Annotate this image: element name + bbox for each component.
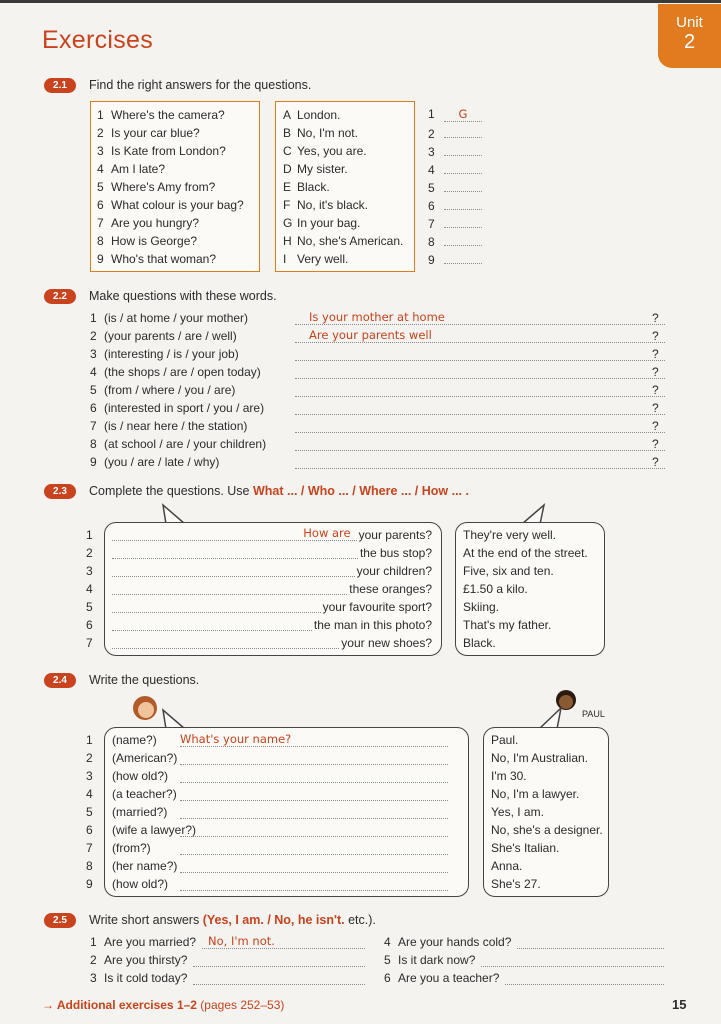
dialogue-row [86, 616, 606, 634]
item-number: 6 [86, 618, 93, 632]
word-prompt: (from / where / you / are) [104, 383, 236, 397]
answer-field[interactable] [180, 822, 448, 837]
question-ending: your children? [356, 564, 432, 578]
exercise-instruction [89, 484, 469, 498]
short-answer-list-right [384, 933, 664, 987]
item-number: 6 [86, 823, 93, 837]
item-number: 3 [90, 971, 97, 985]
answer-letter: D [283, 162, 292, 176]
answer-field[interactable] [112, 616, 312, 631]
question-mark: ? [652, 347, 659, 361]
answer-key-row [428, 177, 488, 195]
question-text: Who's that woman? [111, 252, 217, 266]
question-row [90, 381, 660, 399]
answer-text: In your bag. [297, 216, 361, 230]
answer-text: No, it's black. [297, 198, 368, 212]
answer-key-row [428, 159, 488, 177]
answer-field[interactable] [180, 768, 448, 783]
question-text: Are your hands cold? [398, 935, 512, 949]
question-ending: the bus stop? [359, 546, 432, 560]
answer-field[interactable] [295, 436, 665, 451]
dialogue-row [86, 785, 606, 803]
answer-field[interactable] [444, 213, 482, 228]
answer-field[interactable] [444, 249, 482, 264]
answer-key-row [428, 249, 488, 267]
item-number: 6 [97, 198, 104, 212]
word-prompt: (how old?) [112, 877, 169, 891]
answer-text: No, I'm not. [297, 126, 358, 140]
answer-field[interactable]: What's your name? [180, 732, 448, 747]
item-number: 6 [384, 971, 391, 985]
item-number: 1 [86, 528, 93, 542]
short-answer-list-left [90, 933, 365, 987]
item-number: 7 [86, 636, 93, 650]
dialogue-row [86, 580, 606, 598]
answer-letter: F [283, 198, 291, 212]
word-prompt: (from?) [112, 841, 151, 855]
reply-text: No, I'm a lawyer. [491, 787, 580, 801]
dialogue-row [86, 767, 606, 785]
question-text: Are you married? [104, 935, 197, 949]
answer-field[interactable] [193, 970, 365, 985]
question-text: Are you a teacher? [398, 971, 500, 985]
answer-item [283, 250, 414, 268]
question-line [112, 598, 432, 616]
dialogue-row [86, 749, 606, 767]
item-number: 4 [384, 935, 391, 949]
answer-field[interactable] [505, 970, 664, 985]
question-mark: ? [652, 383, 659, 397]
answer-field[interactable] [180, 840, 448, 855]
item-number: 6 [90, 401, 97, 415]
item-number: 2 [86, 546, 93, 560]
question-row [90, 453, 660, 471]
answer-text: Black. [297, 180, 330, 194]
item-number: 4 [428, 163, 435, 177]
answer-letter: G [283, 216, 293, 230]
question-text: Where's Amy from? [111, 180, 216, 194]
dialogue-row [86, 562, 606, 580]
word-prompt: (a teacher?) [112, 787, 177, 801]
exercise-instruction [89, 913, 376, 927]
answer-field[interactable] [295, 454, 665, 469]
item-number: 3 [86, 769, 93, 783]
answer-key-row [428, 213, 488, 231]
answer-field[interactable] [193, 952, 365, 967]
woman-avatar [130, 694, 160, 724]
short-answer-row [384, 933, 664, 951]
reply-text: No, she's a designer. [491, 823, 603, 837]
answer-field[interactable] [444, 195, 482, 210]
question-text: Are you hungry? [111, 216, 200, 230]
item-number: 3 [86, 564, 93, 578]
answer-item [283, 232, 414, 250]
question-text: Is Kate from London? [111, 144, 226, 158]
answer-field[interactable] [112, 598, 321, 613]
answer-key [428, 105, 488, 267]
answer-text: My sister. [297, 162, 348, 176]
answer-field[interactable] [295, 418, 665, 433]
answer-key-row [428, 231, 488, 249]
reply-text: Skiing. [463, 600, 500, 614]
answer-text: No, she's American. [297, 234, 404, 248]
word-prompt: (interested in sport / you / are) [104, 401, 265, 415]
question-line [112, 544, 432, 562]
reply-text: No, I'm Australian. [491, 751, 588, 765]
reply-text: At the end of the street. [463, 546, 588, 560]
question-text: Is your car blue? [111, 126, 200, 140]
exercise-badge-2-5: 2.5 [44, 913, 76, 928]
reply-text: Anna. [491, 859, 523, 873]
question-line [112, 562, 432, 580]
answer-field[interactable] [295, 400, 665, 415]
question-text: Is it dark now? [398, 953, 476, 967]
answer-field[interactable]: Are your parents well [295, 328, 665, 343]
item-number: 1 [90, 311, 97, 325]
arrow-right-icon: → [42, 998, 54, 1012]
reply-text: They're very well. [463, 528, 556, 542]
exercise-instruction: Make questions with these words. [89, 289, 277, 303]
item-number: 8 [90, 437, 97, 451]
item-number: 9 [97, 252, 104, 266]
question-mark: ? [652, 437, 659, 451]
item-number: 4 [97, 162, 104, 176]
page-number: 15 [672, 997, 687, 1012]
exercise-badge-2-3: 2.3 [44, 484, 76, 499]
short-answer-row [384, 969, 664, 987]
question-item [97, 232, 259, 250]
question-line [112, 580, 432, 598]
question-row [90, 345, 660, 363]
answer-field[interactable] [444, 177, 482, 192]
dialogue-row [86, 598, 606, 616]
dialogue-list [86, 731, 606, 893]
answer-field[interactable] [444, 123, 482, 138]
word-prompt: (the shops / are / open today) [104, 365, 261, 379]
question-row [90, 417, 660, 435]
item-number: 7 [97, 216, 104, 230]
answer-field[interactable] [112, 580, 347, 595]
question-mark: ? [652, 455, 659, 469]
answer-letter: A [283, 108, 292, 122]
question-item [97, 196, 259, 214]
question-item [97, 124, 259, 142]
unit-label: Unit [676, 14, 703, 31]
question-row [90, 327, 660, 345]
item-number: 6 [428, 199, 435, 213]
item-number: 2 [90, 329, 97, 343]
answer-field[interactable]: Is your mother at home [295, 310, 665, 325]
answer-item [283, 214, 414, 232]
item-number: 9 [428, 253, 435, 267]
exercise-badge-2-4: 2.4 [44, 673, 76, 688]
answer-field[interactable] [180, 750, 448, 765]
item-number: 9 [86, 877, 93, 891]
answer-field[interactable] [444, 159, 482, 174]
item-number: 1 [90, 935, 97, 949]
exercise-instruction: Write the questions. [89, 673, 200, 687]
question-row [90, 363, 660, 381]
item-number: 2 [90, 953, 97, 967]
dialogue-row [86, 857, 606, 875]
question-row [90, 399, 660, 417]
answer-text: London. [297, 108, 341, 122]
question-ending: your favourite sport? [322, 600, 432, 614]
question-text: How is George? [111, 234, 198, 248]
reply-text: Black. [463, 636, 496, 650]
exercise-badge-2-2: 2.2 [44, 289, 76, 304]
question-item [97, 214, 259, 232]
item-number: 1 [97, 108, 104, 122]
questions-box [90, 101, 260, 272]
item-number: 5 [97, 180, 104, 194]
answer-field[interactable] [112, 562, 355, 577]
short-answer-row [90, 969, 365, 987]
question-row [90, 435, 660, 453]
answer-field[interactable] [295, 364, 665, 379]
dialogue-row [86, 544, 606, 562]
reply-text: I'm 30. [491, 769, 527, 783]
item-number: 7 [86, 841, 93, 855]
item-number: 8 [428, 235, 435, 249]
word-prompt: (you / are / late / why) [104, 455, 220, 469]
word-prompt: (married?) [112, 805, 168, 819]
item-number: 8 [86, 859, 93, 873]
question-mark: ? [652, 329, 659, 343]
answer-letter: H [283, 234, 292, 248]
exercise-badge-2-1: 2.1 [44, 78, 76, 93]
question-item [97, 160, 259, 178]
answer-field[interactable] [180, 786, 448, 801]
short-answer-row [90, 951, 365, 969]
question-ending: these oranges? [349, 582, 432, 596]
word-prompt: (your parents / are / well) [104, 329, 237, 343]
answer-field[interactable] [295, 346, 665, 361]
question-item [97, 106, 259, 124]
dialogue-row [86, 875, 606, 893]
short-answer-row [90, 933, 365, 951]
question-mark: ? [652, 311, 659, 325]
answer-key-row [428, 141, 488, 159]
question-ending: your parents? [358, 528, 432, 542]
reply-text: Five, six and ten. [463, 564, 554, 578]
question-line [112, 616, 432, 634]
answer-text: Yes, you are. [297, 144, 367, 158]
item-number: 3 [97, 144, 104, 158]
item-number: 8 [97, 234, 104, 248]
answer-field[interactable]: G [444, 107, 482, 122]
answer-item [283, 106, 414, 124]
answer-item [283, 178, 414, 196]
question-line [112, 526, 432, 544]
question-text: Are you thirsty? [104, 953, 188, 967]
item-number: 5 [86, 805, 93, 819]
answer-letter: B [283, 126, 292, 140]
question-text: Where's the camera? [111, 108, 225, 122]
reply-text: £1.50 a kilo. [463, 582, 528, 596]
person-label: PAUL [582, 709, 605, 719]
word-prompt: (is / at home / your mother) [104, 311, 249, 325]
item-number: 5 [86, 600, 93, 614]
question-mark: ? [652, 365, 659, 379]
answer-item [283, 160, 414, 178]
question-mark: ? [652, 419, 659, 433]
answer-item [283, 142, 414, 160]
answer-field[interactable] [180, 876, 448, 891]
answer-field[interactable] [444, 231, 482, 246]
item-number: 5 [384, 953, 391, 967]
question-list [90, 309, 660, 471]
question-text: What colour is your bag? [111, 198, 244, 212]
instruction-highlight: What ... / Who ... / Where ... / How ... . [252, 484, 469, 498]
item-number: 3 [428, 145, 435, 159]
answer-key-row [428, 105, 488, 123]
item-number: 1 [428, 107, 435, 121]
reply-text: That's my father. [463, 618, 552, 632]
question-row [90, 309, 660, 327]
question-item [97, 178, 259, 196]
reply-text: She's Italian. [491, 841, 560, 855]
question-item [97, 250, 259, 268]
reply-text: She's 27. [491, 877, 541, 891]
exercise-instruction: Find the right answers for the questions. [89, 78, 312, 92]
answer-key-row [428, 195, 488, 213]
answer-field[interactable] [180, 804, 448, 819]
top-rule [0, 0, 721, 3]
item-number: 1 [86, 733, 93, 747]
unit-number: 2 [683, 31, 696, 53]
dialogue-row [86, 803, 606, 821]
word-prompt: (wife a lawyer?) [112, 823, 197, 837]
instruction-text: Write short answers [89, 913, 203, 927]
answer-field[interactable] [444, 141, 482, 156]
link-text: Additional exercises 1–2 [56, 998, 197, 1012]
item-number: 2 [428, 127, 435, 141]
answer-field[interactable] [295, 382, 665, 397]
answer-field[interactable] [481, 952, 664, 967]
word-prompt: (name?) [112, 733, 157, 747]
item-number: 4 [90, 365, 97, 379]
reply-text: Paul. [491, 733, 519, 747]
item-number: 5 [428, 181, 435, 195]
word-prompt: (American?) [112, 751, 178, 765]
dialogue-row [86, 526, 606, 544]
question-text: Am I late? [111, 162, 166, 176]
item-number: 7 [428, 217, 435, 231]
short-answer-row [384, 951, 664, 969]
question-line [112, 634, 432, 652]
item-number: 4 [86, 787, 93, 801]
answer-letter: E [283, 180, 292, 194]
link-pages: (pages 252–53) [196, 998, 285, 1012]
answer-field[interactable]: No, I'm not. [202, 934, 365, 949]
answer-letter: I [283, 252, 287, 266]
word-prompt: (how old?) [112, 769, 169, 783]
instruction-highlight: (Yes, I am. / No, he isn't. [202, 913, 345, 927]
item-number: 5 [90, 383, 97, 397]
instruction-suffix: etc.). [344, 913, 376, 927]
reply-text: Yes, I am. [491, 805, 544, 819]
dialogue-row [86, 731, 606, 749]
item-number: 9 [90, 455, 97, 469]
answer-field[interactable] [517, 934, 664, 949]
item-number: 7 [90, 419, 97, 433]
item-number: 3 [90, 347, 97, 361]
word-prompt: (interesting / is / your job) [104, 347, 239, 361]
unit-tab [658, 4, 721, 68]
question-item [97, 142, 259, 160]
answer-field[interactable] [112, 634, 339, 649]
page-title: Exercises [42, 26, 154, 54]
dialogue-row [86, 821, 606, 839]
additional-exercises-link[interactable] [42, 998, 284, 1012]
answers-box [275, 101, 415, 272]
word-prompt: (is / near here / the station) [104, 419, 248, 433]
word-prompt: (at school / are / your children) [104, 437, 267, 451]
item-number: 4 [86, 582, 93, 596]
answer-key-row [428, 123, 488, 141]
answer-text: Very well. [297, 252, 349, 266]
item-number: 2 [86, 751, 93, 765]
instruction-text: Complete the questions. Use [89, 484, 253, 498]
dialogue-row [86, 839, 606, 857]
word-prompt: (her name?) [112, 859, 178, 873]
question-ending: your new shoes? [341, 636, 432, 650]
question-ending: the man in this photo? [313, 618, 432, 632]
question-text: Is it cold today? [104, 971, 188, 985]
answer-field[interactable] [112, 544, 358, 559]
answer-field[interactable] [180, 858, 448, 873]
answer-field[interactable]: How are [112, 526, 357, 541]
dialogue-list [86, 526, 606, 652]
answer-item [283, 196, 414, 214]
answer-letter: C [283, 144, 292, 158]
answer-item [283, 124, 414, 142]
question-mark: ? [652, 401, 659, 415]
item-number: 2 [97, 126, 104, 140]
dialogue-row [86, 634, 606, 652]
